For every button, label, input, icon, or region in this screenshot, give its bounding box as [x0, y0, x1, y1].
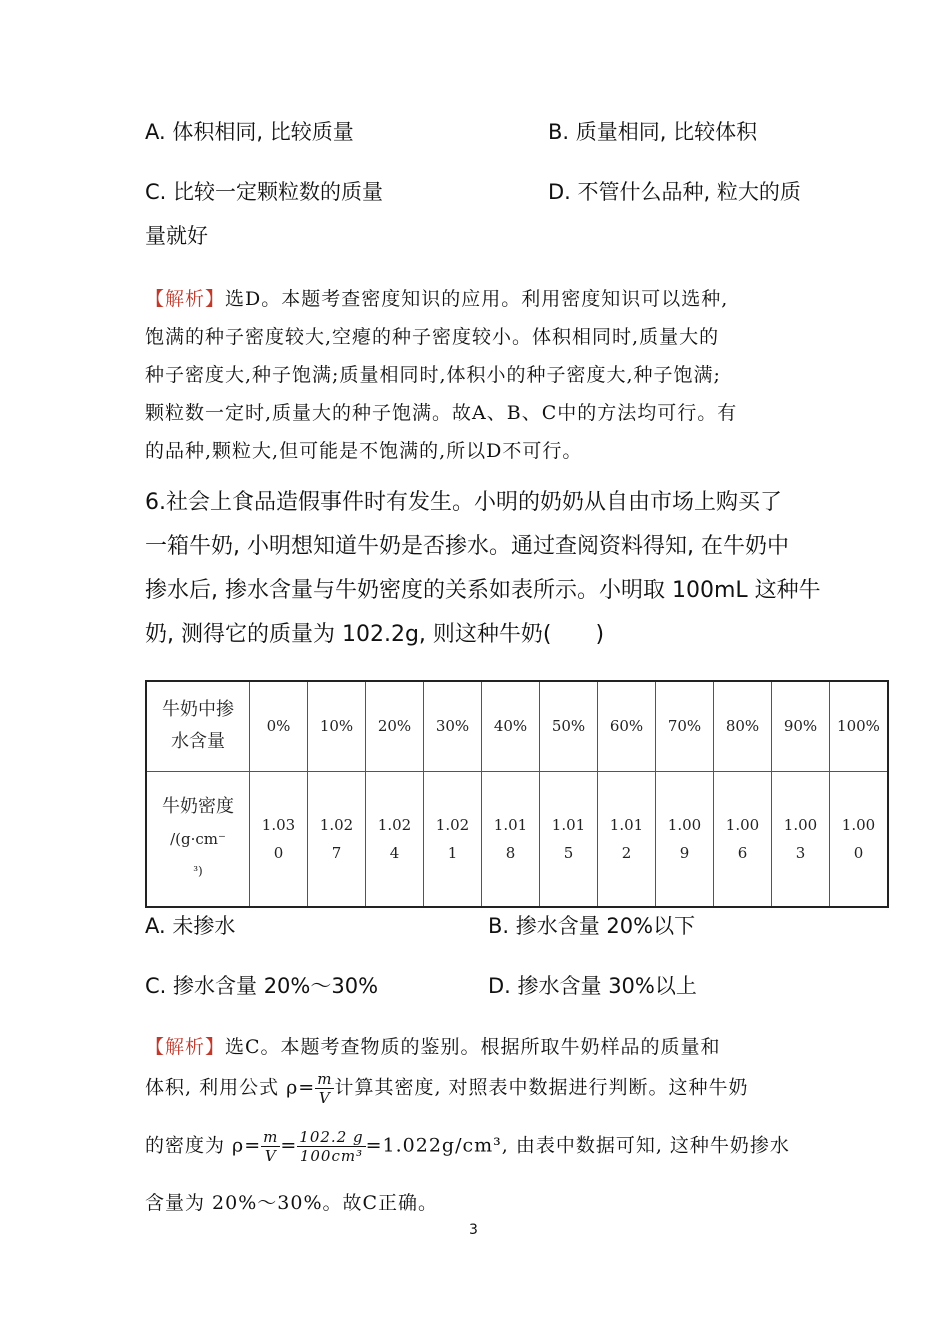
- row-header-water: [146, 681, 250, 771]
- cell-text: 1.01: [609, 815, 644, 834]
- cell-text: 1.01: [493, 815, 528, 834]
- header-text: ³): [193, 863, 203, 878]
- analysis-text: 计算其密度, 对照表中数据进行判断。这种牛奶: [334, 1076, 749, 1099]
- question-line: 奶, 测得它的质量为 102.2g, 则这种牛奶( ): [145, 622, 605, 647]
- option-a: A. 未掺水: [145, 914, 236, 938]
- analysis-line: 含量为 20%～30%。故C正确。: [145, 1192, 439, 1214]
- analysis-line: [145, 1128, 790, 1165]
- option-b: B. 质量相同, 比较体积: [548, 120, 758, 144]
- cell-text: 6: [737, 843, 748, 862]
- cell-text: 1.00: [841, 815, 876, 834]
- table-cell: [598, 771, 656, 907]
- analysis-line: 的品种,颗粒大,但可能是不饱满的,所以D不可行。: [145, 440, 583, 462]
- data-table: [145, 680, 889, 908]
- header-text: 牛奶中掺: [162, 699, 234, 721]
- question-line: 一箱牛奶, 小明想知道牛奶是否掺水。通过查阅资料得知, 在牛奶中: [145, 534, 789, 559]
- cell-text: 3: [795, 843, 806, 862]
- cell-text: 2: [621, 843, 632, 862]
- option-b: B. 掺水含量 20%以下: [488, 914, 696, 938]
- analysis-line: [145, 1070, 749, 1107]
- analysis-line: [145, 284, 728, 311]
- cell-text: 0: [273, 843, 284, 862]
- cell-text: 5: [563, 843, 574, 862]
- option-c: C. 比较一定颗粒数的质量: [145, 180, 384, 204]
- cell-text: 1.00: [667, 815, 702, 834]
- cell-text: 7: [331, 843, 342, 862]
- fraction-numerator: m: [317, 1070, 333, 1088]
- table-cell: [830, 771, 889, 907]
- analysis-line: 颗粒数一定时,质量大的种子饱满。故A、B、C中的方法均可行。有: [145, 402, 738, 424]
- table-cell: 90%: [772, 681, 830, 771]
- fraction-denominator: V: [318, 1089, 331, 1107]
- table-cell: 0%: [250, 681, 308, 771]
- cell-text: 1.01: [551, 815, 586, 834]
- table-cell: [482, 771, 540, 907]
- table-cell: 30%: [424, 681, 482, 771]
- cell-text: 1.00: [725, 815, 760, 834]
- cell-text: 1: [447, 843, 458, 862]
- table-cell: [772, 771, 830, 907]
- header-text: 水含量: [171, 731, 225, 753]
- cell-text: 1.02: [435, 815, 470, 834]
- option-d: D. 掺水含量 30%以上: [488, 974, 697, 998]
- table-cell: 20%: [366, 681, 424, 771]
- analysis-text: 选D。本题考查密度知识的应用。利用密度知识可以选种,: [225, 288, 729, 310]
- cell-text: 1.02: [377, 815, 412, 834]
- table-cell: 70%: [656, 681, 714, 771]
- fraction-denominator: 100cm³: [299, 1147, 364, 1165]
- page-number: 3: [469, 1222, 478, 1238]
- table-cell: [714, 771, 772, 907]
- analysis-text: 的密度为 ρ=: [145, 1134, 262, 1157]
- option-d-continuation: 量就好: [145, 224, 208, 248]
- analysis-text: 选C。本题考查物质的鉴别。根据所取牛奶样品的质量和: [225, 1036, 721, 1058]
- table-cell: [366, 771, 424, 907]
- question-line: 掺水后, 掺水含量与牛奶密度的关系如表所示。小明取 100mL 这种牛: [145, 578, 821, 603]
- density-formula-fraction: [315, 1070, 334, 1107]
- cell-text: 9: [679, 843, 690, 862]
- analysis-line: [145, 1032, 721, 1059]
- table-row: [146, 681, 888, 771]
- analysis-line: 种子密度大,种子饱满;质量相同时,体积小的种子密度大,种子饱满;: [145, 364, 721, 386]
- analysis-tag: 【解析】: [145, 288, 226, 310]
- option-d: D. 不管什么品种, 粒大的质: [548, 180, 801, 204]
- cell-text: 1.00: [783, 815, 818, 834]
- table-row: [146, 771, 888, 907]
- table-cell: [308, 771, 366, 907]
- option-a: A. 体积相同, 比较质量: [145, 120, 354, 144]
- cell-text: 4: [389, 843, 400, 862]
- cell-text: 8: [505, 843, 516, 862]
- table-cell: 40%: [482, 681, 540, 771]
- analysis-text: =1.022g/cm³, 由表中数据可知, 这种牛奶掺水: [365, 1134, 790, 1157]
- analysis-line: 饱满的种子密度较大,空瘪的种子密度较小。体积相同时,质量大的: [145, 326, 720, 348]
- fraction-numerator: m: [263, 1128, 279, 1146]
- analysis-tag: 【解析】: [145, 1036, 226, 1058]
- header-text: /(g·cm⁻: [170, 829, 226, 848]
- density-value-fraction: [297, 1128, 365, 1165]
- fraction-denominator: V: [264, 1147, 277, 1165]
- fraction-numerator: 102.2 g: [299, 1128, 364, 1146]
- table-cell: 10%: [308, 681, 366, 771]
- table-cell: [424, 771, 482, 907]
- table-cell: 100%: [830, 681, 889, 771]
- analysis-text: 体积, 利用公式 ρ=: [145, 1076, 316, 1099]
- cell-text: 0: [853, 843, 864, 862]
- table-cell: [250, 771, 308, 907]
- row-header-density: [146, 771, 250, 907]
- table-cell: 60%: [598, 681, 656, 771]
- cell-text: 1.03: [261, 815, 296, 834]
- cell-text: 1.02: [319, 815, 354, 834]
- table-cell: [540, 771, 598, 907]
- header-text: 牛奶密度: [162, 795, 234, 817]
- density-formula-fraction: [261, 1128, 280, 1165]
- table-cell: 80%: [714, 681, 772, 771]
- table-cell: 50%: [540, 681, 598, 771]
- table-cell: [656, 771, 714, 907]
- question-line: 6.社会上食品造假事件时有发生。小明的奶奶从自由市场上购买了: [145, 490, 782, 515]
- option-c: C. 掺水含量 20%～30%: [145, 974, 379, 998]
- equals-sign: =: [280, 1134, 298, 1157]
